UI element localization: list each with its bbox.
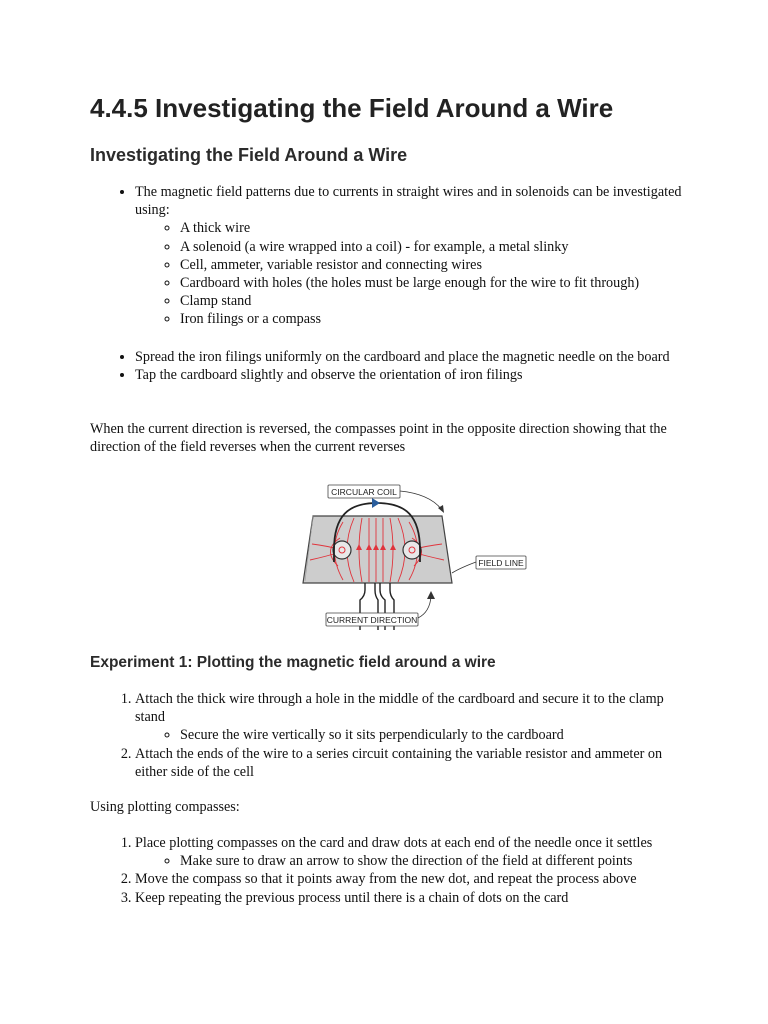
- list-item: 2. Attach the ends of the wire to a series circuit containing the variable resistor and ammeter on either side of the cell: [135, 745, 690, 781]
- intro-bullet-text: The magnetic field patterns due to currents in straight wires and in solenoids can be investigated using:: [135, 184, 682, 219]
- label-field-line: FIELD LINE: [478, 558, 524, 568]
- section-heading: Investigating the Field Around a Wire: [90, 145, 408, 165]
- coil-arrow-icon: [372, 498, 380, 508]
- list-item: ◦ Secure the wire vertically so it sits perpendicularly to the cardboard: [180, 726, 690, 744]
- coil-hole-right: [403, 541, 421, 559]
- compasses-intro: Using plotting compasses:: [90, 799, 240, 815]
- list-item: ◦ Clamp stand: [180, 292, 690, 310]
- list-item: ◦ Make sure to draw an arrow to show the direction of the field at different points: [180, 852, 690, 870]
- coil-field-diagram: [230, 478, 550, 634]
- equipment-list: [135, 219, 690, 328]
- list-item: 1. Attach the thick wire through a hole in the middle of the cardboard and secure it to the clamp stand ◦ Secure the wire vertically so it sits perpendicularly to the cardboard: [135, 690, 690, 745]
- experiment-steps: [90, 690, 690, 781]
- list-item: 2. Move the compass so that it points away from the new dot, and repeat the process above: [135, 870, 690, 888]
- list-item: ◦ A thick wire: [180, 219, 690, 237]
- page-title: 4.4.5 Investigating the Field Around a Wire: [90, 93, 614, 123]
- list-item: ◦ Iron filings or a compass: [180, 310, 690, 328]
- method-list: [90, 348, 690, 384]
- intro-list: [90, 183, 690, 329]
- list-item: • Tap the cardboard slightly and observe the orientation of iron filings: [135, 366, 690, 384]
- label-circular-coil: CIRCULAR COIL: [331, 487, 397, 497]
- list-item: 3. Keep repeating the previous process until there is a chain of dots on the card: [135, 889, 690, 907]
- list-item: [135, 183, 690, 329]
- list-item: • Spread the iron filings uniformly on the cardboard and place the magnetic needle on the board: [135, 348, 690, 366]
- list-item: ◦ Cardboard with holes (the holes must be large enough for the wire to fit through): [180, 274, 690, 292]
- list-item: ◦ Cell, ammeter, variable resistor and connecting wires: [180, 256, 690, 274]
- coil-hole-left: [333, 541, 351, 559]
- experiment-heading: Experiment 1: Plotting the magnetic field around a wire: [90, 654, 496, 671]
- list-item: 1. Place plotting compasses on the card and draw dots at each end of the needle once it settles ◦ Make sure to draw an arrow to show the direction of the field at different points: [135, 834, 690, 870]
- label-current-direction: CURRENT DIRECTION: [326, 615, 418, 625]
- reversal-paragraph: When the current direction is reversed, the compasses point in the opposite direction showing that the direction of the field reverses when the current reverses: [90, 421, 667, 456]
- compass-steps: [90, 834, 690, 907]
- list-item: ◦ A solenoid (a wire wrapped into a coil) - for example, a metal slinky: [180, 238, 690, 256]
